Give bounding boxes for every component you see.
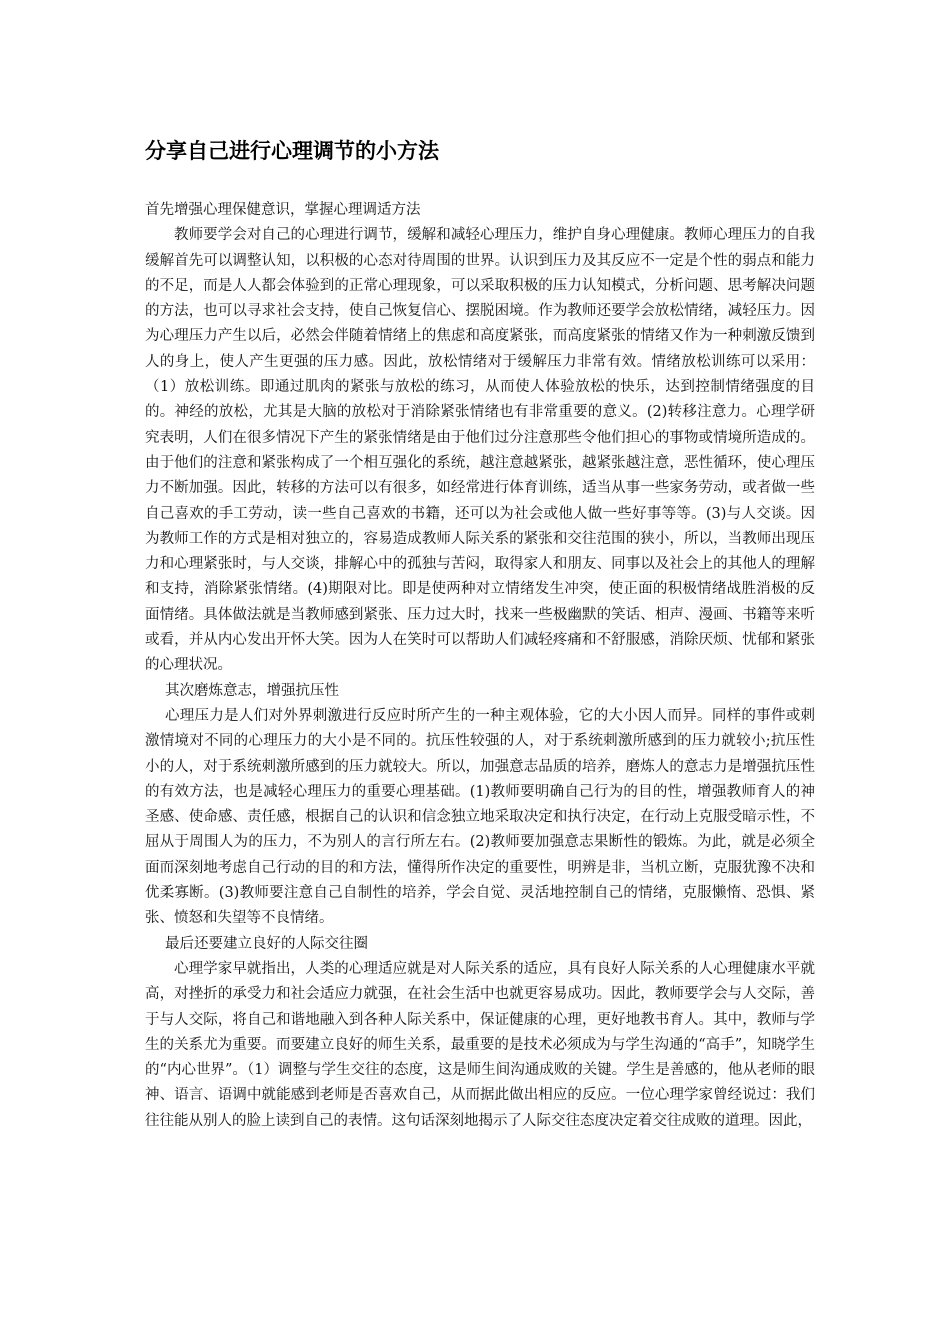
section-heading-3: 最后还要建立良好的人际交往圈 [165,935,368,952]
section-heading-2: 其次磨炼意志，增强抗压性 [165,682,339,699]
document-body [145,198,815,1134]
section-paragraph-3: 心理学家早就指出，人类的心理适应就是对人际关系的适应，具有良好人际关系的人心理健康水平就高，对挫折的承受力和社会适应力就强，在社会生活中也就更容易成功。因此，教师要学会与人交际，善于与人交际，将自己和谐地融入到各种人际关系中，保证健康的心理，更好地教书育人。其中，教师与学生的关系尤为重要。而要建立良好的师生关系，最重要的是技术必须成为与学生沟通的“高手”，知晓学生的“内心世界”。（1）调整与学生交往的态度，这是师生间沟通成败的关键。学生是善感的，他从老师的眼神、语言、语调中就能感到老师是否喜欢自己，从而据此做出相应的反应。一位心理学家曾经说过：我们往往能从别人的脸上读到自己的表情。这句话深刻地揭示了人际交往态度决定着交往成败的道理。因此， [145,960,815,1129]
section-heading-1: 首先增强心理保健意识，掌握心理调适方法 [145,202,421,218]
page-title: 分享自己进行心理调节的小方法 [145,139,439,163]
section-paragraph-1: 教师要学会对自己的心理进行调节，缓解和减轻心理压力，维护自身心理健康。教师心理压力的自我缓解首先可以调整认知，以积极的心态对待周围的世界。认识到压力及其反应不一定是个性的弱点和能力的不足，而是人人都会体验到的正常心理现象，可以采取积极的压力认知模式，分析问题、思考解决问题的方法，也可以寻求社会支持，使自己恢复信心、摆脱困境。作为教师还要学会放松情绪，减轻压力。因为心理压力产生以后，必然会伴随着情绪上的焦虑和高度紧张，而高度紧张的情绪又作为一种刺激反馈到人的身上，使人产生更强的压力感。因此，放松情绪对于缓解压力非常有效。情绪放松训练可以采用：（1）放松训练。即通过肌肉的紧张与放松的练习，从而使人体验放松的快乐，达到控制情绪强度的目的。神经的放松，尤其是大脑的放松对于消除紧张情绪也有非常重要的意义。(2)转移注意力。心理学研究表明，人们在很多情况下产生的紧张情绪是由于他们过分注意那些令他们担心的事物或情境所造成的。由于他们的注意和紧张构成了一个相互强化的系统，越注意越紧张，越紧张越注意，恶性循环，使心理压力不断加强。因此，转移的方法可以有很多，如经常进行体育训练，适当从事一些家务劳动，或者做一些自己喜欢的手工劳动，读一些自己喜欢的书籍，还可以为社会或他人做一些好事等等。(3)与人交谈。因为教师工作的方式是相对独立的，容易造成教师人际关系的紧张和交往范围的狭小，所以，当教师出现压力和心理紧张时，与人交谈，排解心中的孤独与苦闷，取得家人和朋友、同事以及社会上的其他人的理解和支持，消除紧张情绪。(4)期限对比。即是使两种对立情绪发生冲突，使正面的积极情绪战胜消极的反面情绪。具体做法就是当教师感到紧张、压力过大时，找来一些极幽默的笑话、相声、漫画、书籍等来听或看，并从内心发出开怀大笑。因为人在笑时可以帮助人们减轻疼痛和不舒服感，消除厌烦、忧郁和紧张的心理状况。 [145,227,815,674]
section-paragraph-2: 心理压力是人们对外界刺激进行反应时所产生的一种主观体验，它的大小因人而异。同样的事件或刺激情境对不同的心理压力的大小是不同的。抗压性较强的人，对于系统刺激所感到的压力就较小;抗压性小的人，对于系统刺激所感到的压力就较大。所以，加强意志品质的培养，磨炼人的意志力是增强抗压性的有效方法，也是减轻心理压力的重要心理基础。(1)教师要明确自己行为的目的性，增强教师育人的神圣感、使命感、责任感，根据自己的认识和信念独立地采取决定和执行决定，在行动上克服受暗示性，不屈从于周围人为的压力，不为别人的言行所左右。(2)教师要加强意志果断性的锻炼。为此，就是必须全面而深刻地考虑自己行动的目的和方法，懂得所作决定的重要性，明辨是非，当机立断，克服犹豫不决和优柔寡断。(3)教师要注意自己自制性的培养，学会自觉、灵活地控制自己的情绪，克服懒惰、恐惧、紧张、愤怒和失望等不良情绪。 [145,707,815,927]
